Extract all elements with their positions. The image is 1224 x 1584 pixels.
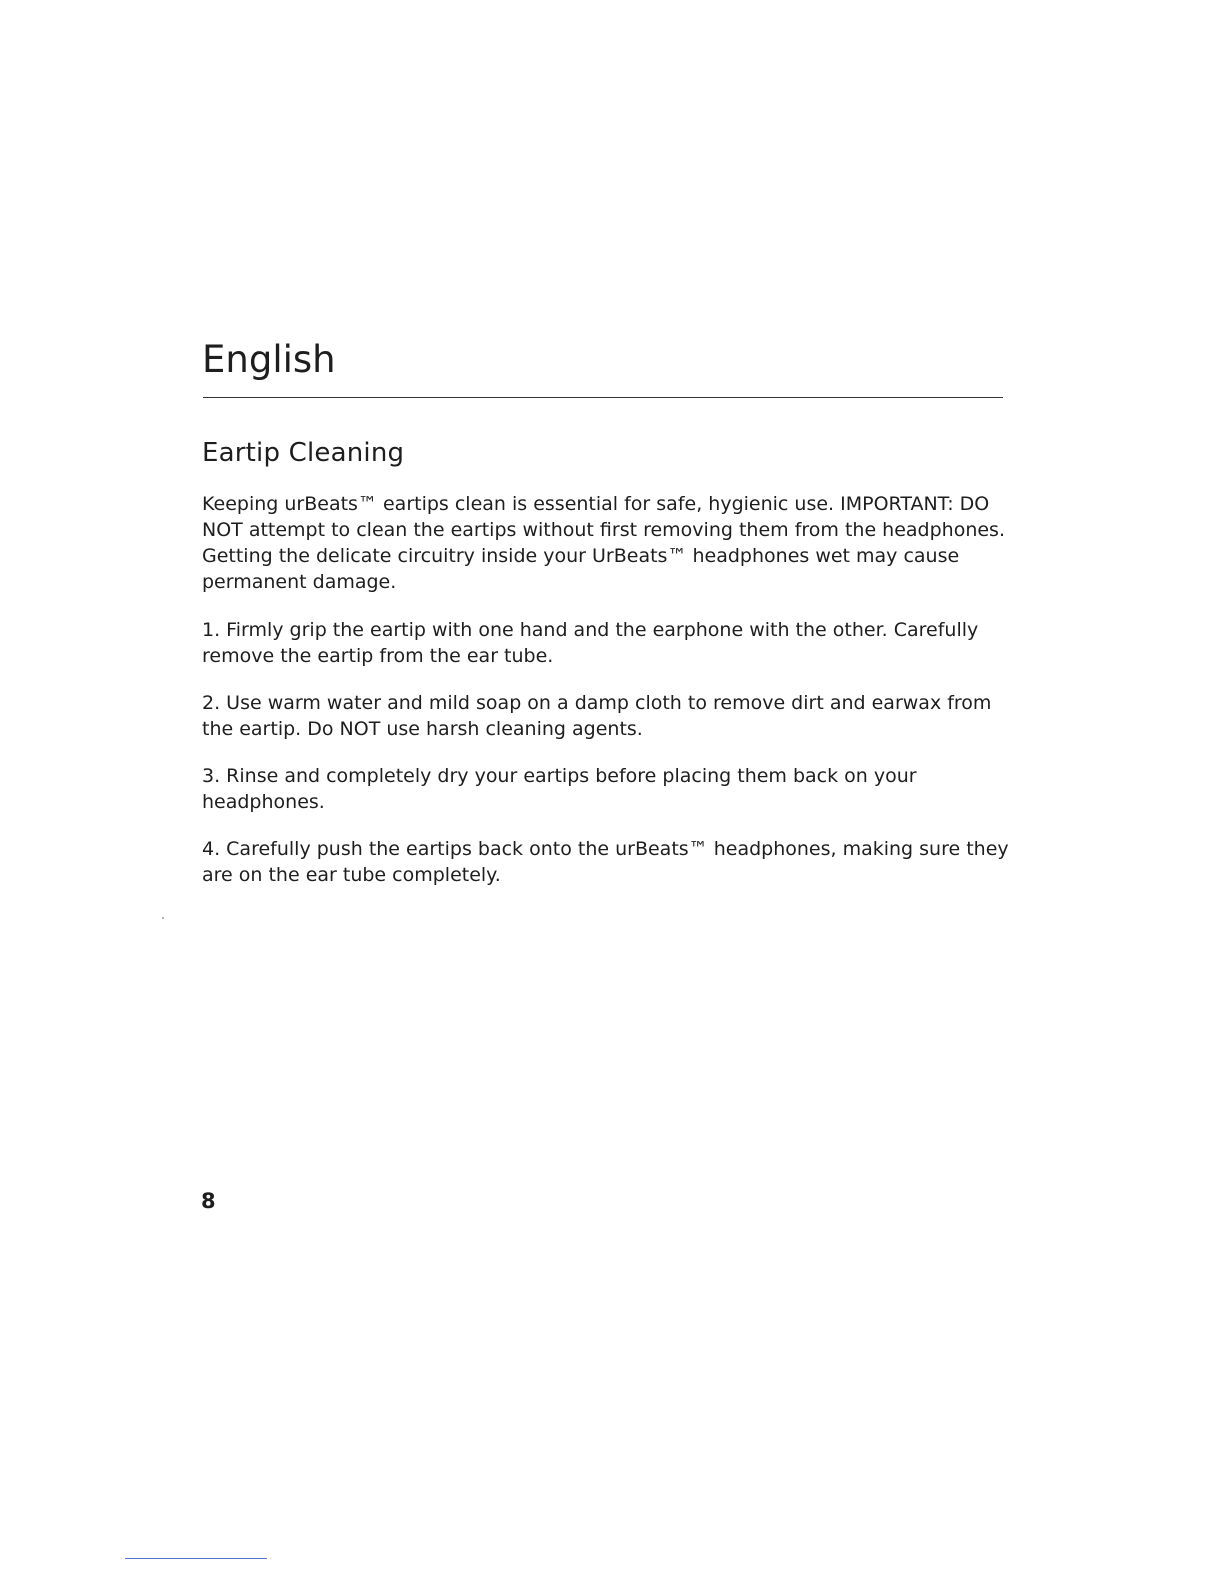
step-1: 1. Firmly grip the eartip with one hand and the earphone with the other. Carefully remove the eartip from the ear tube. [202,619,979,667]
title-divider [203,397,1003,398]
scan-speck [162,917,164,919]
step-2: 2. Use warm water and mild soap on a damp cloth to remove dirt and earwax from the eartip. Do NOT use harsh cleaning agents. [202,692,992,740]
intro-paragraph: Keeping urBeats™ eartips clean is essential for safe, hygienic use. IMPORTANT: DO NOT attempt to clean the eartips without first removing them from the headphones. Getting the delicate circuitry inside your UrBeats™ headphones wet may cause permanent damage. [202,493,1006,593]
section-heading: Eartip Cleaning [202,438,405,468]
page-number: 8 [201,1189,216,1213]
language-title: English [202,338,336,381]
bottom-edge-line [125,1558,267,1559]
step-3: 3. Rinse and completely dry your eartips before placing them back on your headphones. [202,765,917,813]
step-4: 4. Carefully push the eartips back onto the urBeats™ headphones, making sure they are on the ear tube completely. [202,838,1009,886]
